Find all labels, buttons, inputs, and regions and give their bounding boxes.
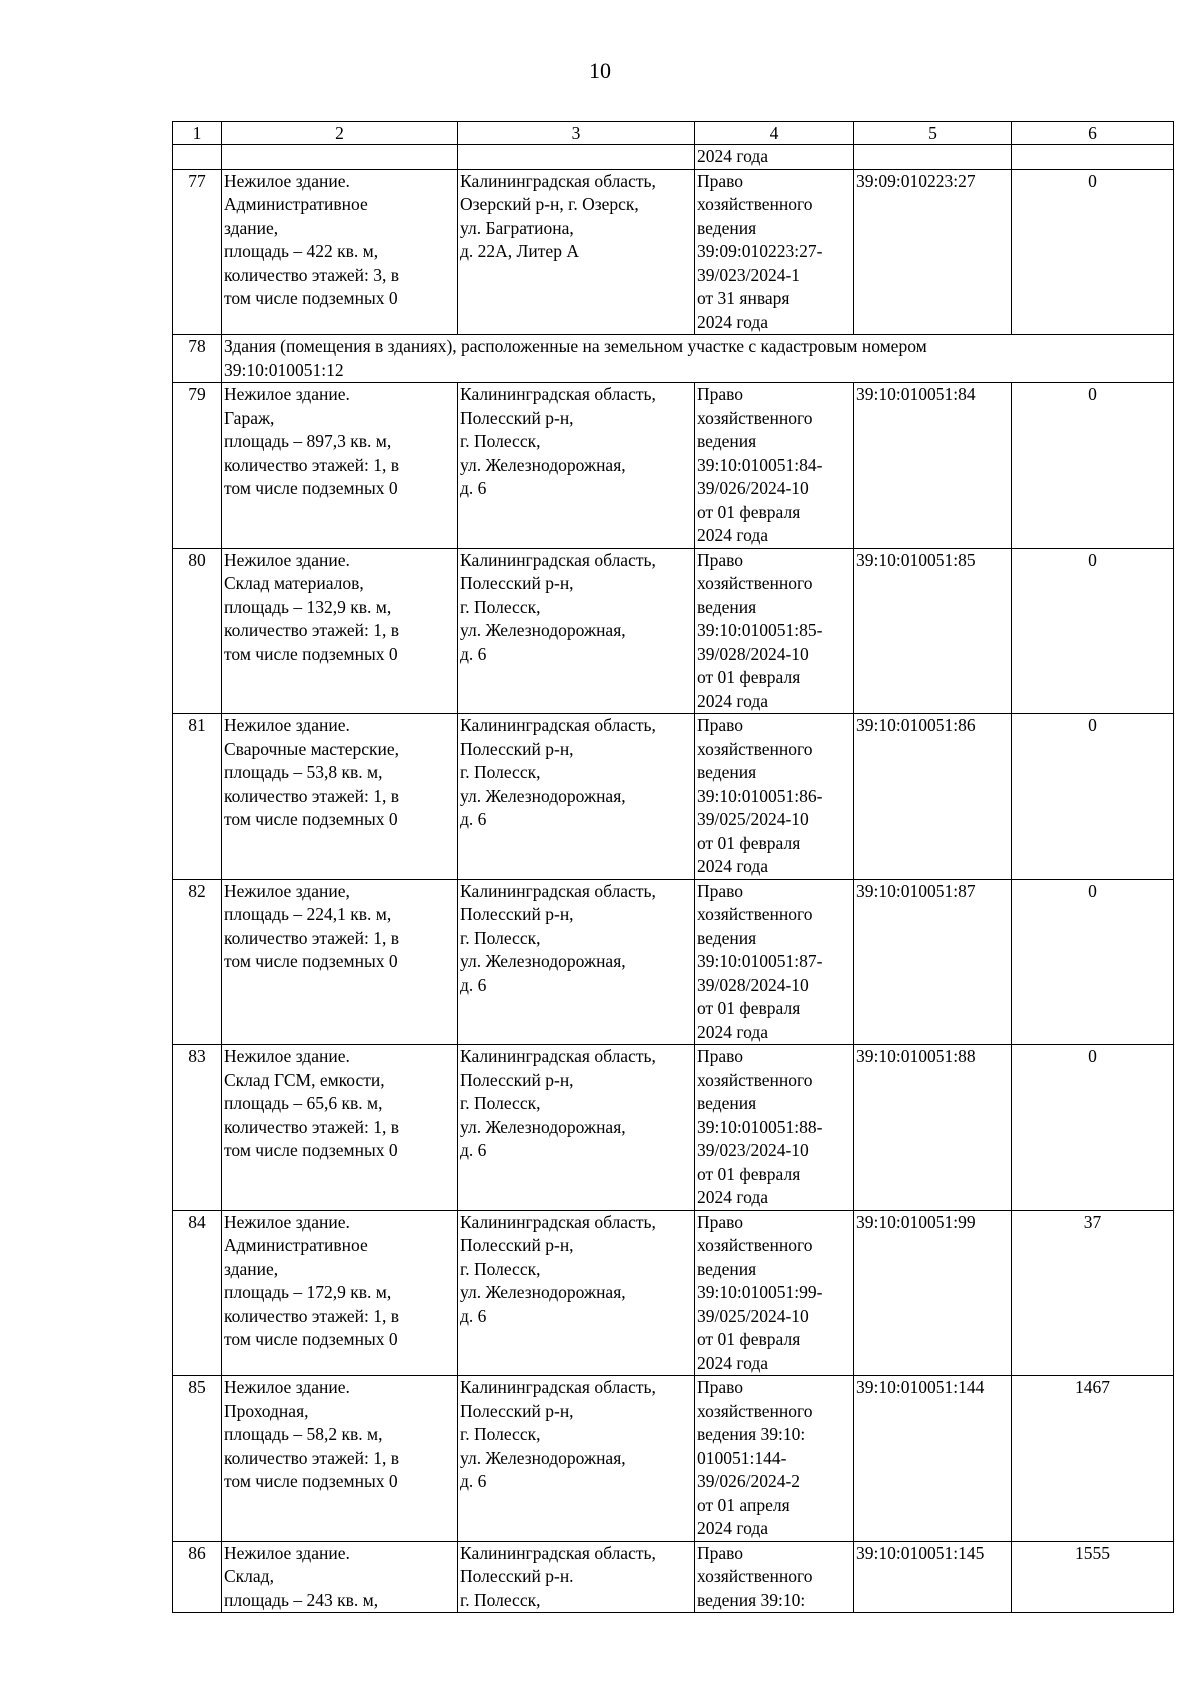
object-address-line: Полесский р-н, [460, 573, 574, 593]
column-header-3: 3 [458, 122, 695, 145]
right-registration-line: Право [697, 715, 744, 735]
object-description-line: Нежилое здание. [224, 1046, 350, 1066]
object-address-line: Калининградская область, [460, 549, 656, 570]
object-description [222, 879, 458, 1045]
right-registration [695, 383, 854, 549]
object-description-line: том числе подземных 0 [224, 951, 398, 971]
section-title-line: Здания (помещения в зданиях), расположенные на земельном участке с кадастровым номером [224, 336, 927, 356]
object-description [222, 383, 458, 549]
value-cell: 1555 [1012, 1541, 1174, 1613]
object-description [222, 1210, 458, 1376]
cadastral-number: 39:10:010051:85 [854, 548, 1012, 714]
right-registration-line: 39:10:010051:87- [697, 951, 823, 971]
right-registration-line: 2024 года [697, 690, 769, 711]
table-row [173, 1541, 1174, 1613]
right-registration-line: 39:10:010051:85- [697, 620, 823, 640]
right-registration [695, 1541, 854, 1613]
row-number: 82 [173, 879, 222, 1045]
object-address-line: Полесский р-н, [460, 407, 574, 428]
right-registration-line: Право [697, 549, 744, 570]
right-registration-line: 2024 года [697, 1187, 769, 1207]
right-registration-line: 39/025/2024-10 [697, 809, 809, 829]
object-description-line: количество этажей: 1, в [224, 1447, 400, 1468]
object-description-line: Нежилое здание, [224, 880, 350, 901]
table-row [173, 1210, 1174, 1376]
right-registration-line: хозяйственного [697, 1235, 813, 1255]
row-number: 80 [173, 548, 222, 714]
object-description-line: Нежилое здание. [224, 1211, 350, 1232]
object-description-line: том числе подземных 0 [224, 1471, 398, 1491]
object-description-line: количество этажей: 1, в [224, 620, 400, 640]
right-registration-line: ведения [697, 762, 757, 782]
object-description-line: количество этажей: 1, в [224, 1116, 400, 1137]
right-registration-line: ведения 39:10: [697, 1589, 806, 1610]
right-registration-line: хозяйственного [697, 1069, 813, 1090]
cadastral-number: 39:10:010051:86 [854, 714, 1012, 880]
row-number: 79 [173, 383, 222, 549]
right-registration-line: от 01 февраля [697, 501, 801, 522]
column-number-row [173, 122, 1174, 145]
object-description-line: количество этажей: 1, в [224, 1305, 400, 1326]
object-description-line: площадь – 53,8 кв. м, [224, 762, 383, 782]
cadastral-number: 39:10:010051:88 [854, 1045, 1012, 1211]
cadastral-number: 39:10:010051:87 [854, 879, 1012, 1045]
right-registration-line: 2024 года [697, 311, 769, 332]
right-registration-line: хозяйственного [697, 1400, 813, 1421]
right-registration [695, 1376, 854, 1542]
object-address-line: Калининградская область, [460, 170, 656, 191]
object-description-line: площадь – 897,3 кв. м, [224, 431, 392, 451]
right-registration-line: хозяйственного [697, 904, 813, 924]
row-number: 81 [173, 714, 222, 880]
continuation-row [173, 145, 1174, 170]
table-row [173, 879, 1174, 1045]
right-registration-line: 39/023/2024-10 [697, 1140, 809, 1160]
right-registration-line: 2024 года [697, 1021, 769, 1042]
object-description-line: площадь – 243 кв. м, [224, 1589, 379, 1610]
table-row [173, 1376, 1174, 1542]
right-registration-line: 39:10:010051:86- [697, 785, 823, 806]
table-row [173, 169, 1174, 335]
object-description [222, 169, 458, 335]
object-address-line: г. Полесск, [460, 431, 541, 451]
column-header-4: 4 [695, 122, 854, 145]
right-registration-line: от 01 февраля [697, 1163, 801, 1184]
value-cell: 1467 [1012, 1376, 1174, 1542]
row-number: 77 [173, 169, 222, 335]
object-address-line: ул. Железнодорожная, [460, 620, 626, 640]
object-description-line: Нежилое здание. [224, 549, 350, 570]
object-address-line: ул. Железнодорожная, [460, 454, 626, 475]
continuation-cell-6 [1012, 145, 1174, 170]
object-description-line: том числе подземных 0 [224, 288, 398, 308]
value-cell: 0 [1012, 714, 1174, 880]
right-registration [695, 548, 854, 714]
right-registration-line: ведения [697, 1258, 757, 1279]
object-description-line: площадь – 132,9 кв. м, [224, 596, 392, 617]
object-address-line: г. Полесск, [460, 1093, 541, 1113]
object-address-line: Калининградская область, [460, 715, 656, 735]
right-registration-line: от 01 апреля [697, 1494, 790, 1515]
object-address [458, 1376, 695, 1542]
right-registration-line: от 01 февраля [697, 832, 801, 853]
cadastral-number: 39:10:010051:145 [854, 1541, 1012, 1613]
object-description-line: Гараж, [224, 407, 275, 428]
column-header-2: 2 [222, 122, 458, 145]
right-registration-line: 39/025/2024-10 [697, 1305, 809, 1326]
object-description-line: Склад материалов, [224, 573, 364, 593]
value-cell: 0 [1012, 548, 1174, 714]
object-address-line: д. 6 [460, 643, 487, 664]
right-registration-line: 39/028/2024-10 [697, 974, 809, 995]
object-description-line: Проходная, [224, 1400, 309, 1421]
value-cell: 0 [1012, 383, 1174, 549]
object-address-line: Полесский р-н, [460, 1400, 574, 1421]
right-registration-line: ведения [697, 927, 757, 948]
object-address-line: д. 6 [460, 1305, 487, 1326]
right-registration-line: 2024 года [697, 1352, 769, 1373]
object-address-line: Полесский р-н, [460, 738, 574, 759]
object-address-line: Калининградская область, [460, 384, 656, 404]
object-description-line: том числе подземных 0 [224, 1140, 398, 1160]
object-description-line: площадь – 172,9 кв. м, [224, 1282, 392, 1302]
object-address-line: д. 22А, Литер А [460, 241, 579, 261]
table-row [173, 1045, 1174, 1211]
cadastral-number: 39:10:010051:144 [854, 1376, 1012, 1542]
object-address-line: Полесский р-н, [460, 1235, 574, 1255]
object-address-line: Калининградская область, [460, 880, 656, 901]
right-registration-line: 39/026/2024-2 [697, 1471, 801, 1491]
object-description-line: Административное [224, 194, 368, 214]
object-address-line: г. Полесск, [460, 1589, 541, 1610]
object-description [222, 714, 458, 880]
right-registration-line: 39:10:010051:84- [697, 454, 823, 475]
object-address [458, 1210, 695, 1376]
object-address-line: ул. Железнодорожная, [460, 951, 626, 971]
right-registration [695, 1045, 854, 1211]
right-registration-line: Право [697, 384, 744, 404]
object-address [458, 879, 695, 1045]
row-number: 86 [173, 1541, 222, 1613]
right-registration-line: 39:10:010051:99- [697, 1282, 823, 1302]
right-registration-line: Право [697, 170, 744, 191]
row-number: 83 [173, 1045, 222, 1211]
right-registration-line: 39/023/2024-1 [697, 264, 801, 285]
object-description-line: Склад ГСМ, емкости, [224, 1069, 385, 1090]
column-header-5: 5 [854, 122, 1012, 145]
section-title [222, 335, 1174, 383]
right-registration-line: Право [697, 1542, 744, 1563]
right-registration-line: Право [697, 1046, 744, 1066]
column-header-6: 6 [1012, 122, 1174, 145]
object-address [458, 1045, 695, 1211]
value-cell: 0 [1012, 1045, 1174, 1211]
object-address-line: Озерский р-н, г. Озерск, [460, 194, 639, 214]
object-description-line: Нежилое здание. [224, 1377, 350, 1397]
object-address-line: Калининградская область, [460, 1377, 656, 1397]
object-address-line: Полесский р-н. [460, 1566, 574, 1586]
object-address [458, 1541, 695, 1613]
right-registration-line: Право [697, 880, 744, 901]
object-description [222, 548, 458, 714]
object-description-line: том числе подземных 0 [224, 809, 398, 829]
right-registration [695, 1210, 854, 1376]
right-registration-line: хозяйственного [697, 1566, 813, 1586]
object-address-line: Калининградская область, [460, 1211, 656, 1232]
row-number: 85 [173, 1376, 222, 1542]
object-description-line: Административное [224, 1235, 368, 1255]
object-description [222, 1045, 458, 1211]
cadastral-number: 39:09:010223:27 [854, 169, 1012, 335]
object-address-line: г. Полесск, [460, 762, 541, 782]
right-registration-line: хозяйственного [697, 407, 813, 428]
object-address-line: ул. Железнодорожная, [460, 1282, 626, 1302]
object-address [458, 714, 695, 880]
object-description-line: площадь – 65,6 кв. м, [224, 1093, 383, 1113]
object-description-line: том числе подземных 0 [224, 478, 398, 498]
object-description-line: количество этажей: 3, в [224, 264, 400, 285]
continuation-cell-2 [222, 145, 458, 170]
right-registration [695, 169, 854, 335]
object-description-line: здание, [224, 1258, 279, 1279]
value-cell: 0 [1012, 879, 1174, 1045]
object-address-line: г. Полесск, [460, 927, 541, 948]
object-address-line: д. 6 [460, 478, 487, 498]
right-registration [695, 714, 854, 880]
object-address-line: д. 6 [460, 1471, 487, 1491]
object-address-line: ул. Железнодорожная, [460, 1447, 626, 1468]
object-address [458, 548, 695, 714]
right-registration-line: 39/028/2024-10 [697, 643, 809, 664]
object-description-line: Склад, [224, 1566, 274, 1586]
object-description-line: том числе подземных 0 [224, 643, 398, 664]
right-registration-line: от 01 февраля [697, 1329, 801, 1349]
object-address [458, 383, 695, 549]
object-address-line: Калининградская область, [460, 1046, 656, 1066]
right-registration-line: хозяйственного [697, 573, 813, 593]
object-description-line: Сварочные мастерские, [224, 738, 400, 759]
object-description-line: количество этажей: 1, в [224, 785, 400, 806]
object-address-line: ул. Железнодорожная, [460, 1116, 626, 1137]
object-description-line: Нежилое здание. [224, 384, 350, 404]
right-registration-line: от 01 февраля [697, 667, 801, 687]
right-registration-line: от 01 февраля [697, 998, 801, 1018]
right-registration-line: от 31 января [697, 288, 790, 308]
right-registration-line: Право [697, 1211, 744, 1232]
section-row [173, 335, 1174, 383]
right-registration-line: 2024 года [697, 525, 769, 545]
right-registration-line: ведения [697, 1093, 757, 1113]
table-row [173, 548, 1174, 714]
object-description [222, 1376, 458, 1542]
continuation-cell-5 [854, 145, 1012, 170]
right-registration [695, 879, 854, 1045]
right-registration-line: ведения 39:10: [697, 1424, 806, 1444]
table-row [173, 383, 1174, 549]
object-address-line: Калининградская область, [460, 1542, 656, 1563]
object-description-line: том числе подземных 0 [224, 1329, 398, 1349]
object-description-line: количество этажей: 1, в [224, 927, 400, 948]
right-registration-line: хозяйственного [697, 738, 813, 759]
object-address-line: ул. Багратиона, [460, 217, 574, 238]
value-cell: 0 [1012, 169, 1174, 335]
right-registration-line: ведения [697, 596, 757, 617]
object-description-line: площадь – 422 кв. м, [224, 241, 379, 261]
section-number: 78 [173, 335, 222, 383]
object-description-line: площадь – 224,1 кв. м, [224, 904, 392, 924]
right-registration-line: Право [697, 1377, 744, 1397]
object-address-line: д. 6 [460, 809, 487, 829]
column-header-1: 1 [173, 122, 222, 145]
right-registration-line: 39/026/2024-10 [697, 478, 809, 498]
right-registration-line: 2024 года [697, 1518, 769, 1538]
object-description-line: площадь – 58,2 кв. м, [224, 1424, 383, 1444]
object-description-line: Нежилое здание. [224, 1542, 350, 1563]
object-address-line: ул. Железнодорожная, [460, 785, 626, 806]
cadastral-number: 39:10:010051:99 [854, 1210, 1012, 1376]
object-address-line: д. 6 [460, 974, 487, 995]
right-registration-line: 010051:144- [697, 1447, 787, 1468]
object-address-line: г. Полесск, [460, 1424, 541, 1444]
table-row [173, 714, 1174, 880]
object-address [458, 169, 695, 335]
right-registration-line: 39:10:010051:88- [697, 1116, 823, 1137]
property-registry-table [172, 121, 1174, 1613]
object-description-line: количество этажей: 1, в [224, 454, 400, 475]
object-address-line: г. Полесск, [460, 596, 541, 617]
right-registration-line: ведения [697, 217, 757, 238]
object-description-line: Нежилое здание. [224, 715, 350, 735]
object-description [222, 1541, 458, 1613]
object-address-line: д. 6 [460, 1140, 487, 1160]
object-address-line: г. Полесск, [460, 1258, 541, 1279]
object-description-line: Нежилое здание. [224, 170, 350, 191]
right-registration-line: 2024 года [697, 856, 769, 876]
section-title-line: 39:10:010051:12 [224, 359, 344, 380]
right-registration-line: 39:09:010223:27- [697, 241, 823, 261]
continuation-cell-3 [458, 145, 695, 170]
object-address-line: Полесский р-н, [460, 1069, 574, 1090]
page-number: 10 [589, 58, 611, 83]
cadastral-number: 39:10:010051:84 [854, 383, 1012, 549]
continuation-cell-1 [173, 145, 222, 170]
right-registration-line: ведения [697, 431, 757, 451]
row-number: 84 [173, 1210, 222, 1376]
object-address-line: Полесский р-н, [460, 904, 574, 924]
continuation-cell-4: 2024 года [695, 145, 854, 170]
value-cell: 37 [1012, 1210, 1174, 1376]
object-description-line: здание, [224, 217, 279, 238]
right-registration-line: хозяйственного [697, 194, 813, 214]
